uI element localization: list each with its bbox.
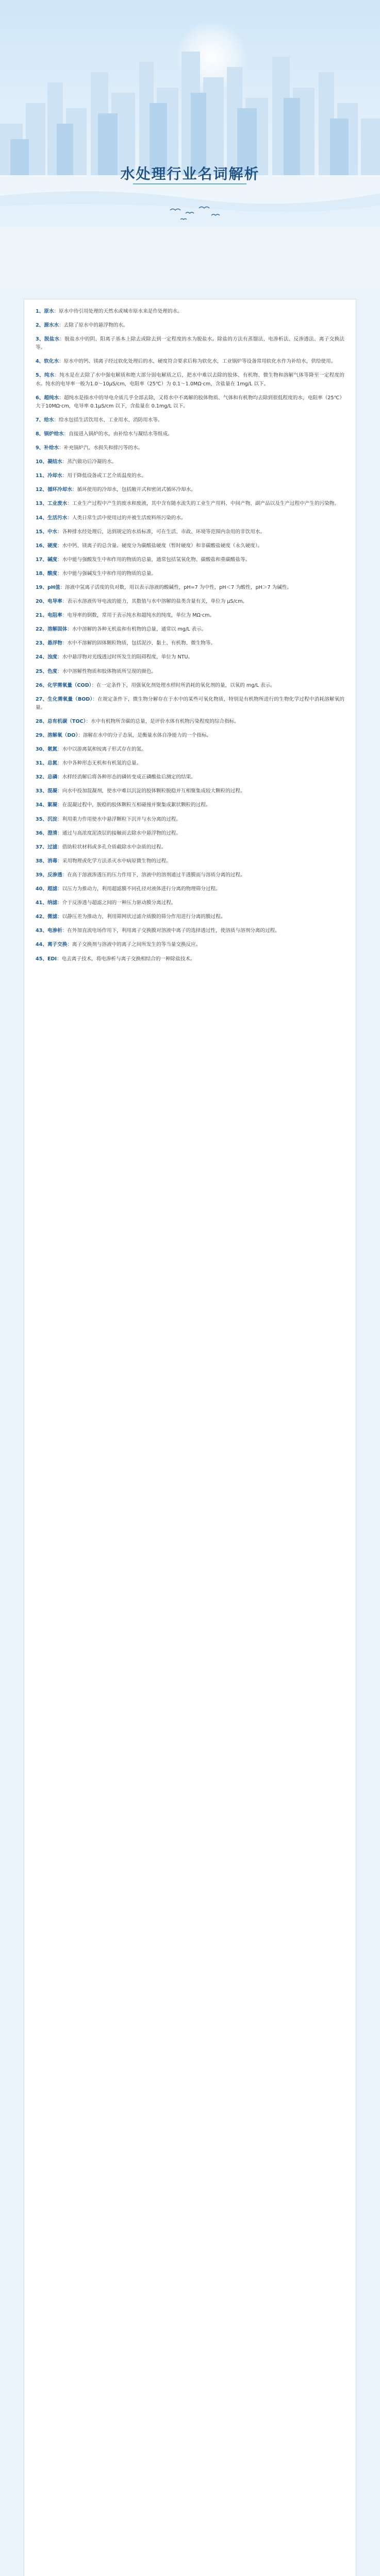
glossary-term: 14、生活污水 (36, 515, 68, 521)
glossary-definition: ：以静压差为推动力，利用筛网状过滤介质膜的筛分作用进行分离的膜过程。 (57, 914, 226, 920)
glossary-term: 42、微滤 (36, 914, 58, 920)
glossary-item (36, 584, 344, 592)
glossary-term: 9、补给水 (36, 445, 59, 451)
glossary-item (36, 816, 344, 824)
glossary-term: 4、软化水 (36, 359, 59, 365)
glossary-term: 24、浊度 (36, 654, 58, 660)
glossary-item (36, 598, 344, 606)
glossary-term: 37、过滤 (36, 844, 58, 850)
glossary-item (36, 321, 344, 330)
glossary-item (36, 871, 344, 879)
glossary-definition: ：超纯水是指水中的导电介质几乎全部去除，又将水中不离解的胶体物质、气体和有机物均去除到很低程度的水，电阻率（25℃）大于10MΩ·cm，电导率 0.1μS/cm 以下，含盐量在 0.1mg/L 以下。 (36, 395, 344, 409)
glossary-definition: ：纯水是在去除了水中强电解质和绝大部分弱电解质之后，把水中难以去除的胶体、有机物、微生物和溶解气体等降至一定程度的水。纯水的电导率一般为1.0～10μS/cm，电阻率（25℃）为 0.1～1.0MΩ·cm，含盐量在 1mg/L 以下。 (36, 372, 344, 387)
glossary-item (36, 528, 344, 536)
glossary-term: 33、混凝 (36, 788, 58, 794)
glossary-term: 39、反渗透 (36, 872, 62, 878)
glossary-term: 40、超滤 (36, 886, 58, 892)
glossary-definition: ：水中溶解的各种无机盐和有机物的总量，通常以 mg/L 表示。 (67, 626, 207, 633)
glossary-item (36, 358, 344, 366)
glossary-definition: ：工业生产过程中产生的废水和废液，其中含有随水流失的工业生产用料、中间产物、副产品以及生产过程中产生的污染物。 (67, 501, 339, 507)
glossary-definition: ：采用物理或化学方法杀灭水中病原微生物的过程。 (57, 858, 171, 864)
glossary-item (36, 542, 344, 550)
glossary-definition: ：补充锅炉汽、水损失和排污等的水。 (59, 445, 143, 451)
glossary-term: 12、循环冷却水 (36, 487, 72, 493)
glossary-item (36, 955, 344, 963)
glossary-term: 45、EDI (36, 956, 57, 962)
glossary-definition: ：水中悬浮物对光线透过时所发生的阻碍程度，单位为 NTU。 (57, 654, 193, 660)
glossary-term: 20、电导率 (36, 599, 62, 605)
glossary-item (36, 556, 344, 564)
header-banner (0, 0, 380, 289)
glossary-item (36, 857, 344, 866)
glossary-definition: ：去除了原水中的悬浮物的水。 (59, 323, 128, 329)
glossary-definition: ：向水中投加混凝剂，使水中难以沉淀的胶体颗粒脱稳并互相聚集成较大颗粒的过程。 (57, 788, 245, 794)
glossary-item (36, 416, 344, 425)
glossary-item (36, 472, 344, 480)
glossary-term: 6、超纯水 (36, 395, 59, 401)
glossary-term: 36、澄清 (36, 830, 58, 836)
glossary-term: 17、碱度 (36, 556, 58, 563)
glossary-term: 16、硬度 (36, 543, 58, 549)
glossary-item (36, 829, 344, 838)
glossary-definition: ：水中钙、镁离子的总含量。硬度分为碳酸盐硬度（暂时硬度）和非碳酸盐硬度（永久硬度）。 (57, 543, 263, 549)
glossary-term: 41、纳滤 (36, 900, 58, 906)
glossary-term: 34、絮凝 (36, 802, 58, 808)
glossary-item (36, 773, 344, 782)
glossary-definition: ：用于降低设备或工艺介质温度的水。 (62, 473, 146, 479)
glossary-item (36, 759, 344, 768)
glossary-definition: ：电导率的倒数，常用于表示纯水和超纯水的纯度，单位为 MΩ·cm。 (62, 613, 215, 619)
glossary-term: 8、锅炉给水 (36, 431, 64, 437)
glossary-item (36, 941, 344, 949)
glossary-term: 44、离子交换 (36, 942, 68, 948)
glossary-item (36, 745, 344, 754)
glossary-term: 15、中水 (36, 529, 58, 535)
glossary-definition: ：溶液中氢离子活度的负对数，用以表示溶液的酸碱性，pH=7 为中性，pH＜7 为酸性，pH＞7 为碱性。 (60, 584, 292, 590)
glossary-term: 32、总磷 (36, 774, 58, 781)
glossary-term: 30、氨氮 (36, 747, 58, 753)
glossary-term: 5、纯水 (36, 372, 55, 379)
glossary-item (36, 308, 344, 316)
glossary-item (36, 444, 344, 452)
glossary-term: 13、工业废水 (36, 501, 68, 507)
glossary-term: 3、脱盐水 (36, 336, 60, 343)
glossary-term: 23、悬浮物 (36, 640, 62, 647)
glossary-definition: ：循环使用的冷却水，包括敞开式和密闭式循环冷却水。 (72, 487, 196, 493)
glossary-term: 18、酸度 (36, 570, 58, 577)
glossary-item (36, 885, 344, 893)
glossary-item (36, 486, 344, 494)
glossary-term: 43、电渗析 (36, 928, 62, 934)
glossary-definition: ：溶解在水中的分子态氧，是衡量水体自净能力的一个指标。 (78, 733, 212, 738)
glossary-item (36, 801, 344, 809)
title-underline (133, 183, 246, 184)
glossary-term: 26、化学需氧量（COD） (36, 682, 92, 688)
glossary-definition: ：水样经消解后将各种形态的磷转变成正磷酸盐后测定的结果。 (57, 774, 196, 781)
glossary-item (36, 500, 344, 508)
glossary-definition: ：利用重力作用使水中悬浮颗粒下沉并与水分离的过程。 (57, 816, 181, 822)
glossary-definition: ：在一定条件下，用强氧化剂处理水样时所消耗的氧化剂的量，以氧的 mg/L 表示。 (91, 682, 275, 688)
glossary-term: 28、总有机碳（TOC） (36, 718, 86, 724)
glossary-item (36, 927, 344, 935)
glossary-definition: ：蒸汽做功后冷凝的水。 (62, 459, 117, 465)
glossary-definition: ：水中能与强碱发生中和作用的物质的总量。 (57, 570, 157, 577)
glossary-term: 29、溶解氧（DO） (36, 733, 78, 738)
glossary-card (24, 299, 356, 2576)
glossary-term: 25、色度 (36, 668, 58, 674)
glossary-term: 11、冷却水 (36, 473, 62, 479)
glossary-definition: ：表示水溶液传导电流的能力，其数值与水中溶解的盐类含量有关，单位为 μS/cm。 (62, 599, 248, 605)
glossary-item (36, 653, 344, 662)
glossary-item (36, 458, 344, 466)
glossary-item (36, 668, 344, 676)
glossary-definition: ：电去离子技术，将电渗析与离子交换相结合的一种除盐技术。 (57, 956, 195, 962)
glossary-term: 27、生化需氧量（BOD） (36, 696, 93, 702)
glossary-term: 7、给水 (36, 417, 54, 423)
glossary-item (36, 843, 344, 852)
glossary-item (36, 335, 344, 352)
glossary-item (36, 732, 344, 740)
glossary-item (36, 612, 344, 620)
glossary-item (36, 913, 344, 921)
glossary-item (36, 718, 344, 726)
glossary-definition: ：在高于溶液渗透压的压力作用下，溶液中的溶剂通过半透膜而与溶质分离的过程。 (62, 872, 245, 878)
city-skyline-graphic (0, 0, 380, 289)
glossary-definition: ：水中能与强酸发生中和作用的物质的总量，通常包括氢氧化物、碳酸盐和重碳酸盐等。 (57, 556, 251, 563)
glossary-definition: ：水中以游离氨和铵离子形式存在的氮。 (57, 747, 146, 753)
glossary-item (36, 696, 344, 712)
glossary-term: 1、原水 (36, 309, 54, 314)
glossary-term: 35、沉淀 (36, 816, 58, 822)
glossary-definition: ：通过与高浓度泥渣层的接触而去除水中悬浮物的过程。 (57, 830, 181, 836)
glossary-definition: ：在规定条件下，微生物分解存在于水中的某些可氧化物质，特别是有机物所进行的生物化学过程中消耗溶解氧的量。 (36, 696, 345, 710)
glossary-definition: ：水中有机物所含碳的总量，是评价水体有机物污染程度的综合指标。 (86, 718, 239, 724)
glossary-term: 22、溶解固体 (36, 626, 68, 633)
glossary-item (36, 639, 344, 648)
glossary-item (36, 514, 344, 522)
glossary-definition: ：给水包括生活饮用水、工业用水、消防用水等。 (54, 417, 163, 423)
glossary-definition: ：原水中的钙、镁离子经过软化处理后的水，硬度符合要求后称为软化水，工业锅炉等设备常用软化水作为补给水，供给使用。 (59, 359, 336, 365)
glossary-definition: ：水中各种形态无机和有机氮的总量。 (57, 760, 142, 767)
glossary-item (36, 682, 344, 690)
glossary-item (36, 394, 344, 411)
glossary-item (36, 625, 344, 634)
glossary-definition: ：介于反渗透与超滤之间的一种压力驱动膜分离过程。 (57, 900, 176, 906)
glossary-definition: ：原水中待引用处理的天然水或城市原水来是作处理的水。 (54, 309, 183, 314)
glossary-term: 31、总氮 (36, 760, 58, 767)
page-title: 水处理行业名词解析 (120, 165, 260, 182)
glossary-definition: ：各种排水经处理后，达到规定的水质标准，可在生活、市政、环境等范围内杂用的非饮用水。 (57, 529, 266, 535)
glossary-definition: ：人类日常生活中使用过的并被生活废料所污染的水。 (67, 515, 186, 521)
glossary-item (36, 787, 344, 795)
glossary-definition: ：在外加直流电场作用下，利用离子交换膜对溶液中离子的选择透过性，使溶质与溶剂分离的过程。 (62, 928, 280, 934)
glossary-term: 21、电阻率 (36, 613, 62, 619)
glossary-item (36, 570, 344, 578)
glossary-definition: ：在混凝过程中，脱稳的胶体颗粒互相碰撞并聚集成絮状颗粒的过程。 (57, 802, 211, 808)
glossary-definition: ：脱盐水中的阴、阳离子基本上除去或除去到一定程度的水为脱盐水。除盐的方法有蒸馏法、电渗析法、反渗透法、离子交换法等。 (36, 336, 344, 351)
glossary-item (36, 430, 344, 438)
glossary-item (36, 371, 344, 388)
glossary-definition: ：直接进入锅炉的水，由补给水与凝结水等组成。 (63, 431, 173, 437)
glossary-definition: ：离子交换剂与溶液中的离子之间所发生的等当量交换反应。 (67, 942, 201, 948)
glossary-definition: ：以压力为推动力，利用超滤膜不同孔径对液体进行分离的物理筛分过程。 (57, 886, 221, 892)
glossary-term: 38、消毒 (36, 858, 58, 864)
glossary-definition: ：水中溶解性物质和胶体物质所呈现的颜色。 (57, 668, 157, 674)
glossary-definition: ：水中不溶解的固体颗粒物质，包括泥沙、黏土、有机物、微生物等。 (62, 640, 216, 647)
glossary-term: 10、凝结水 (36, 459, 62, 465)
glossary-term: 2、源水水 (36, 323, 59, 329)
glossary-item (36, 899, 344, 907)
glossary-definition: ：借助粒状材料或多孔介质截除水中杂质的过程。 (57, 844, 167, 850)
glossary-term: 19、pH值 (36, 584, 60, 590)
